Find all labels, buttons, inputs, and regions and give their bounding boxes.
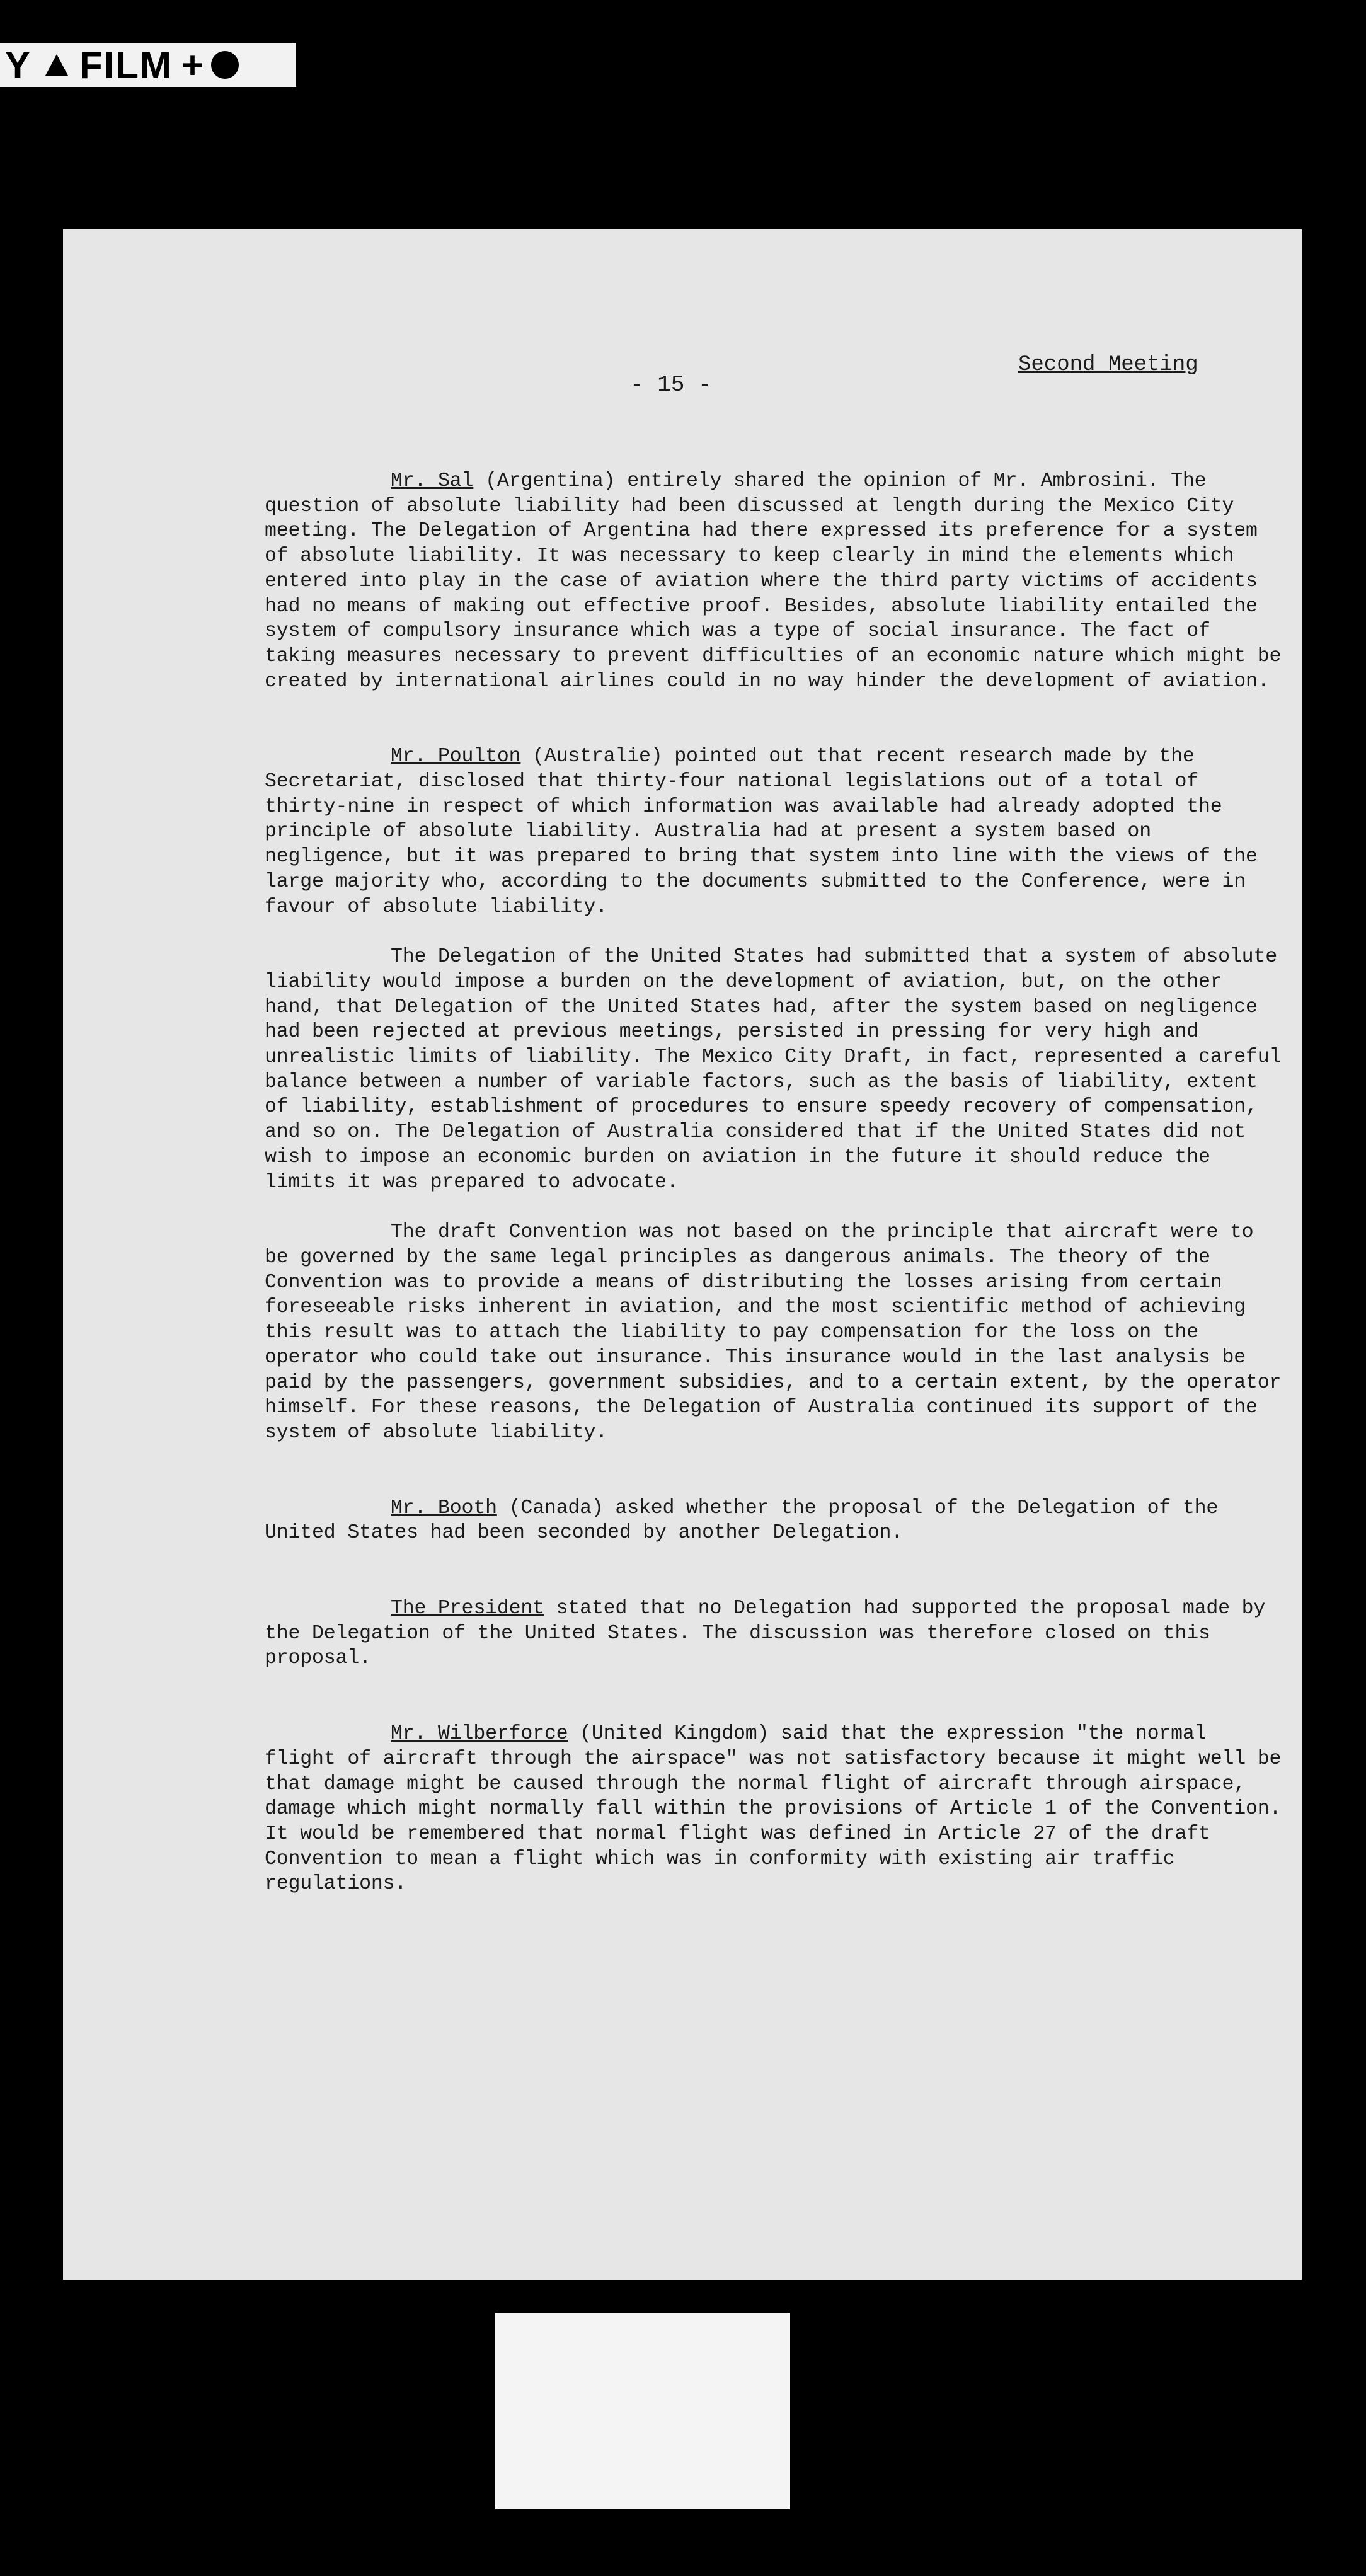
film-word: FILM xyxy=(79,43,173,86)
paragraph-text: (Australie) pointed out that recent research made by the Secretariat, disclosed that thirty-four national legislations out of a total of thirty-nine in respect of which information was available had already adopted the principle of absolute liability. Australia had at present a system based on negligence, but it was prepared to bring that system into line with the views of the large majority who, according to the documents submitted to the Conference, were in favour of absolute liability. xyxy=(265,745,1258,918)
paragraph-text: (Canada) asked whether the proposal of the Delegation of the United States had been seconded by another Delegation. xyxy=(265,1497,1219,1544)
paragraph-text: (Argentina) entirely shared the opinion of Mr. Ambrosini. The question of absolute liability had been discussed at length during the Mexico City meeting. The Delegation of Argentina had there expressed its preference for a system of absolute liability. It was necessary to keep clearly in mind the elements which entered into play in the case of aviation where the third party victims of accidents had no means of making out effective proof. Besides, absolute liability entailed the system of compulsory insurance which was a type of social insurance. The fact of taking measures necessary to prevent difficulties of an economic nature which might be created by international airlines could in no way hinder the development of aviation. xyxy=(265,470,1282,693)
paragraph-draft-convention xyxy=(265,1220,1285,1445)
paragraph-text: stated that no Delegation had supported the proposal made by the Delegation of the United States. The discussion was therefore closed on this proposal. xyxy=(265,1597,1266,1670)
document-page xyxy=(63,229,1302,2280)
paragraph-president xyxy=(265,1596,1285,1671)
circle-icon xyxy=(211,51,239,79)
film-label xyxy=(0,43,296,87)
film-prefix: Y xyxy=(5,43,32,86)
paragraph-booth xyxy=(265,1496,1285,1546)
speaker-name: Mr. Poulton xyxy=(391,745,521,768)
paragraph-text: The Delegation of the United States had submitted that a system of absolute liability would impose a burden on the development of aviation, but, on the other hand, that Delegation of the United States had, after the system based on negligence had been rejected at previous meetings, persisted in pressing for very high and unrealistic limits of liability. The Mexico City Draft, in fact, represented a careful balance between a number of variable factors, such as the basis of liability, extent of liability, establishment of procedures to ensure speedy recovery of compensation, and so on. The Delegation of Australia considered that if the United States did not wish to impose an economic burden on aviation in the future it should reduce the limits it was prepared to advocate. xyxy=(265,946,1282,1193)
document-body xyxy=(265,469,1285,1897)
film-plus: + xyxy=(181,43,205,86)
meeting-header: Second Meeting xyxy=(1018,353,1198,377)
speaker-name: Mr. Wilberforce xyxy=(391,1723,568,1745)
page-number: - 15 - xyxy=(630,372,712,398)
paragraph-text: (United Kingdom) said that the expression "the normal flight of aircraft through the airspace" was not satisfactory because it might well be that damage might be caused through the normal flight of aircraft through airspace, damage which might normally fall within the provisions of Article 1 of the Convention. It would be remembered that normal flight was defined in Article 27 of the draft Convention to mean a flight which was in conformity with existing air traffic regulations. xyxy=(265,1723,1282,1895)
paragraph-sal xyxy=(265,469,1285,694)
speaker-name: The President xyxy=(391,1597,544,1620)
paragraph-wilberforce xyxy=(265,1722,1285,1897)
paragraph-poulton xyxy=(265,744,1285,919)
paragraph-text: The draft Convention was not based on the principle that aircraft were to be governed by the same legal principles as dangerous animals. The theory of the Convention was to provide a means of distributing the losses arising from certain foreseeable risks inherent in aviation, and the most scientific method of achieving this result was to attach the liability to pay compensation for the loss on the operator who could take out insurance. This insurance would in the last analysis be paid by the passengers, government subsidies, and to a certain extent, by the operator himself. For these reasons, the Delegation of Australia continued its support of the system of absolute liability. xyxy=(265,1221,1282,1444)
speaker-name: Mr. Booth xyxy=(391,1497,497,1519)
speaker-name: Mr. Sal xyxy=(391,470,474,492)
film-target-card xyxy=(495,2313,790,2509)
paragraph-australia-us xyxy=(265,945,1285,1195)
triangle-icon xyxy=(45,54,68,76)
